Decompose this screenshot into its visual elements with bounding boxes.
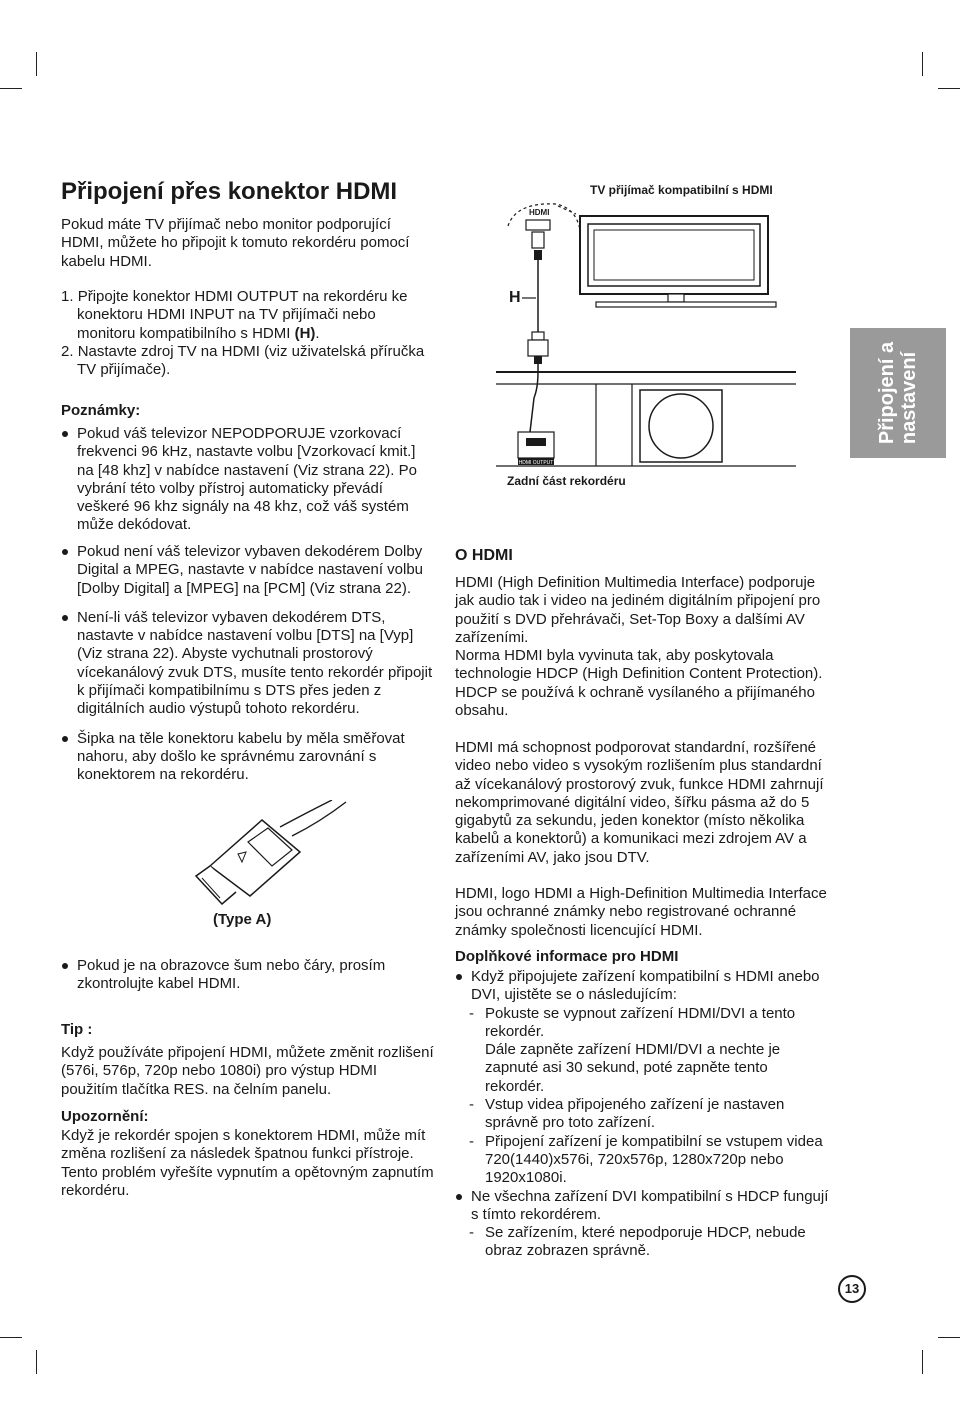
step-2: 2. Nastavte zdroj TV na HDMI (viz uživatelská příručka TV přijímače). — [61, 342, 425, 379]
connection-diagram — [496, 176, 796, 496]
side-tab-line-1: Připojení a — [876, 341, 898, 445]
notes-heading: Poznámky: — [61, 402, 141, 419]
extra-bullet-2: Ne všechna zařízení DVI kompatibilní s HDCP fungují s tímto rekordérem. — [455, 1188, 830, 1225]
notes-list-2 — [61, 543, 436, 785]
intro-paragraph: Pokud máte TV přijímač nebo monitor podporující HDMI, můžete ho připojit k tomuto rekordéru pomocí kabelu HDMI. — [61, 216, 410, 270]
page-number: 13 — [838, 1275, 866, 1303]
h-label: H — [509, 289, 521, 306]
note-item: Není-li váš televizor vybaven dekodérem DTS, nastavte v nabídce nastavení volbu [DTS] na [Vyp] (Viz strana 22). Abyste vychutnali prostorový vícekanálový zvuk DTS, musíte tento rekordér připojit k přijímači kompatibilnímu s DTS přes jeden z digitálních audio výstupů tohoto rekordéru. — [61, 609, 436, 719]
note-item: Pokud není váš televizor vybaven dekodérem Dolby Digital a MPEG, nastavte v nabídce nastavení volbu [Dolby Digital] a [MPEG] na [PCM] (Viz strana 22). — [61, 543, 436, 598]
extra-bullet-1: Když připojujete zařízení kompatibilní s HDMI anebo DVI, ujistěte se o následujícím: — [455, 968, 830, 1005]
steps-list — [61, 288, 436, 379]
extra-subitem-continued: Dále zapněte zařízení HDMI/DVI a nechte je zapnuté asi 30 sekund, poté zapněte tento rekordér. — [485, 1041, 781, 1095]
about-paragraph-4: HDMI, logo HDMI a High-Definition Multimedia Interface jsou ochranné známky nebo registrované ochranné známky společnosti licencující HDMI. — [455, 885, 827, 939]
notes-list — [61, 425, 436, 535]
about-heading: O HDMI — [455, 547, 513, 564]
section-side-tab — [850, 328, 946, 458]
tip-text: Když používáte připojení HDMI, můžete změnit rozlišení (576i, 576p, 720p nebo 1080i) pro výstup HDMI použitím tlačítka RES. na čelním panelu. — [61, 1044, 434, 1098]
note-item: Šipka na těle konektoru kabelu by měla směřovat nahoru, aby došlo ke správnému zarovnání s konektorem na rekordéru. — [61, 730, 436, 785]
extra-subitem: - Vstup videa připojeného zařízení je nastaven správně pro toto zařízení. — [469, 1096, 785, 1132]
extra-list — [455, 968, 830, 1261]
tv-hdmi-port-label: HDMI — [529, 208, 550, 217]
extra-subitem: - Připojení zařízení je kompatibilní se vstupem videa 720(1440)x576i, 720x576p, 1280x720p nebo 1920x1080i. — [469, 1132, 823, 1187]
note-item: Pokud je na obrazovce šum nebo čáry, prosím zkontrolujte kabel HDMI. — [61, 957, 436, 994]
connector-caption: (Type A) — [213, 911, 272, 928]
caution-heading: Upozornění: — [61, 1108, 149, 1125]
tv-label: TV přijímač kompatibilní s HDMI — [590, 183, 773, 197]
note-item: Pokud váš televizor NEPODPORUJE vzorkovací frekvenci 96 kHz, nastavte volbu [Vzorkovací kmit.] na [48 khz] v nabídce nastavení (Viz strana 22). Po vybrání této volby přístroj automaticky převádí veškeré 96 khz signály na 48 khz, což váš systém může dekódovat. — [61, 425, 436, 535]
about-section — [455, 574, 830, 720]
page-title: Připojení přes konektor HDMI — [61, 178, 398, 205]
tip-heading: Tip : — [61, 1021, 93, 1038]
extra-heading: Doplňkové informace pro HDMI — [455, 948, 679, 965]
rear-label: Zadní část rekordéru — [507, 474, 626, 488]
about-paragraph-3: HDMI má schopnost podporovat standardní, rozšířené video nebo video s vysokým rozlišením plus standardní až vícekanálový prostorový zvuk, funkce HDMI zahrnují nekomprimované digitální video, šířku pásma až do 5 gigabytů za sekundu, jeden konektor (místo několika kabelů a konektorů) a komunikaci mezi zdrojem AV a zařízeními AV, jako jsou DTV. — [455, 739, 824, 866]
note-noise — [61, 957, 436, 994]
about-paragraph-2: Norma HDMI byla vyvinuta tak, aby poskytovala technologie HDCP (High Definition Content Protection). HDCP se používá k ochraně vysílaného a přijímaného obsahu. — [455, 647, 823, 720]
hdmi-output-label: HDMI OUTPUT — [518, 460, 554, 466]
extra-subitem: - Pokuste se vypnout zařízení HDMI/DVI a tento rekordér. — [469, 1004, 796, 1040]
side-tab-line-2: nastavení — [898, 351, 920, 445]
step-1: 1. Připojte konektor HDMI OUTPUT na rekordéru ke konektoru HDMI INPUT na TV přijímači nebo monitoru kompatibilního s HDMI (H). — [61, 288, 408, 342]
about-paragraph-1: HDMI (High Definition Multimedia Interface) podporuje jak audio tak i video na jediném digitálním připojení pro použití s DVD přehrávači, Set-Top Boxy a dalšími AV zařízeními. — [455, 574, 821, 646]
hdmi-connector-illustration — [180, 800, 350, 905]
extra-subitem: - Se zařízením, které nepodporuje HDCP, nebude obraz zobrazen správně. — [469, 1224, 806, 1260]
caution-text: Když je rekordér spojen s konektorem HDMI, může mít změna rozlišení za následek špatnou funkci přístroje. Tento problém vyřešíte vypnutím a opětovným zapnutím rekordéru. — [61, 1127, 434, 1199]
